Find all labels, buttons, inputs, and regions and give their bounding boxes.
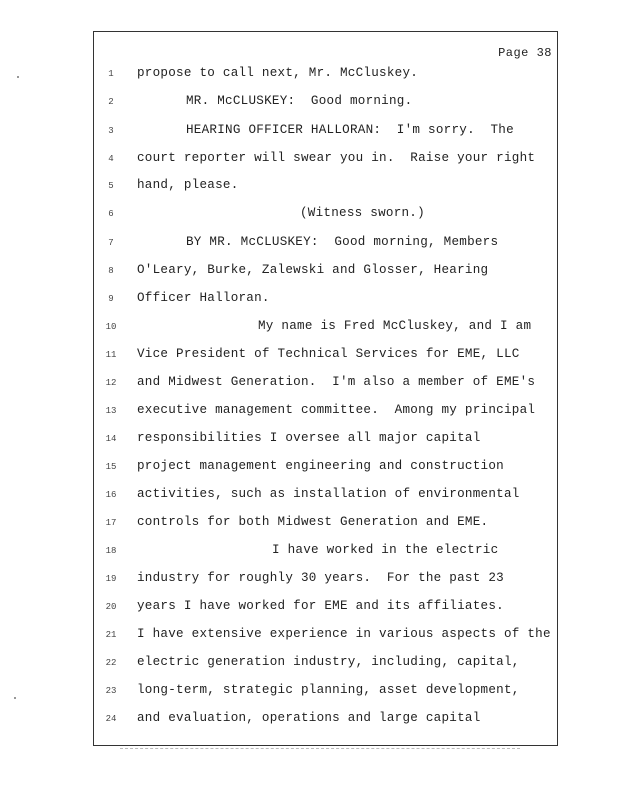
line-text: electric generation industry, including, capital, — [137, 655, 520, 669]
transcript-line — [0, 123, 618, 143]
line-text: activities, such as installation of environmental — [137, 487, 520, 501]
line-text: hand, please. — [137, 178, 239, 192]
line-number: 21 — [105, 630, 117, 640]
transcript-line — [0, 291, 618, 311]
line-number: 4 — [108, 154, 114, 164]
line-number: 3 — [108, 126, 114, 136]
line-number: 15 — [105, 462, 117, 472]
transcript-line — [0, 347, 618, 367]
line-number: 10 — [105, 322, 117, 332]
transcript-line — [0, 403, 618, 423]
transcript-line — [0, 319, 618, 339]
line-text: long-term, strategic planning, asset development, — [137, 683, 520, 697]
line-text: BY MR. McCLUSKEY: Good morning, Members — [186, 235, 499, 249]
transcript-line — [0, 711, 618, 731]
line-number: 8 — [108, 266, 114, 276]
line-number: 7 — [108, 238, 114, 248]
scan-speck — [14, 697, 16, 699]
line-text: Vice President of Technical Services for EME, LLC — [137, 347, 520, 361]
line-number: 13 — [105, 406, 117, 416]
line-number: 2 — [108, 97, 114, 107]
line-number: 11 — [105, 350, 117, 360]
line-text: project management engineering and construction — [137, 459, 504, 473]
transcript-line — [0, 459, 618, 479]
scan-speck — [17, 76, 19, 78]
line-text: industry for roughly 30 years. For the past 23 — [137, 571, 504, 585]
transcript-line — [0, 66, 618, 86]
transcript-line — [0, 543, 618, 563]
line-text: years I have worked for EME and its affiliates. — [137, 599, 504, 613]
line-text: and evaluation, operations and large capital — [137, 711, 481, 725]
line-text: court reporter will swear you in. Raise your right — [137, 151, 536, 165]
transcript-line — [0, 683, 618, 703]
line-number: 24 — [105, 714, 117, 724]
line-number: 1 — [108, 69, 114, 79]
line-number: 19 — [105, 574, 117, 584]
transcript-line — [0, 571, 618, 591]
line-text: responsibilities I oversee all major capital — [137, 431, 481, 445]
line-number: 17 — [105, 518, 117, 528]
line-number: 12 — [105, 378, 117, 388]
line-number: 6 — [108, 209, 114, 219]
line-text: O'Leary, Burke, Zalewski and Glosser, Hearing — [137, 263, 489, 277]
transcript-line — [0, 599, 618, 619]
line-text: propose to call next, Mr. McCluskey. — [137, 66, 419, 80]
line-number: 9 — [108, 294, 114, 304]
line-text: My name is Fred McCluskey, and I am — [258, 319, 532, 333]
transcript-line — [0, 235, 618, 255]
transcript-line — [0, 375, 618, 395]
transcript-line — [0, 655, 618, 675]
transcript-line — [0, 206, 618, 226]
line-text: Officer Halloran. — [137, 291, 270, 305]
line-text: I have worked in the electric — [272, 543, 499, 557]
line-number: 23 — [105, 686, 117, 696]
transcript-line — [0, 151, 618, 171]
line-text: MR. McCLUSKEY: Good morning. — [186, 94, 413, 108]
line-number: 5 — [108, 181, 114, 191]
line-text: controls for both Midwest Generation and EME. — [137, 515, 489, 529]
scan-artifact-line — [120, 748, 520, 750]
line-number: 14 — [105, 434, 117, 444]
transcript-line — [0, 263, 618, 283]
transcript-line — [0, 515, 618, 535]
line-number: 22 — [105, 658, 117, 668]
transcript-line — [0, 94, 618, 114]
line-text: I have extensive experience in various aspects of the — [137, 627, 551, 641]
transcript-line — [0, 178, 618, 198]
transcript-line — [0, 487, 618, 507]
line-text: (Witness sworn.) — [300, 206, 425, 220]
transcript-line — [0, 627, 618, 647]
transcript-line — [0, 431, 618, 451]
line-text: executive management committee. Among my principal — [137, 403, 536, 417]
page-number: Page 38 — [498, 46, 552, 60]
line-number: 20 — [105, 602, 117, 612]
line-text: HEARING OFFICER HALLORAN: I'm sorry. The — [186, 123, 514, 137]
line-number: 18 — [105, 546, 117, 556]
line-number: 16 — [105, 490, 117, 500]
line-text: and Midwest Generation. I'm also a member of EME's — [137, 375, 536, 389]
